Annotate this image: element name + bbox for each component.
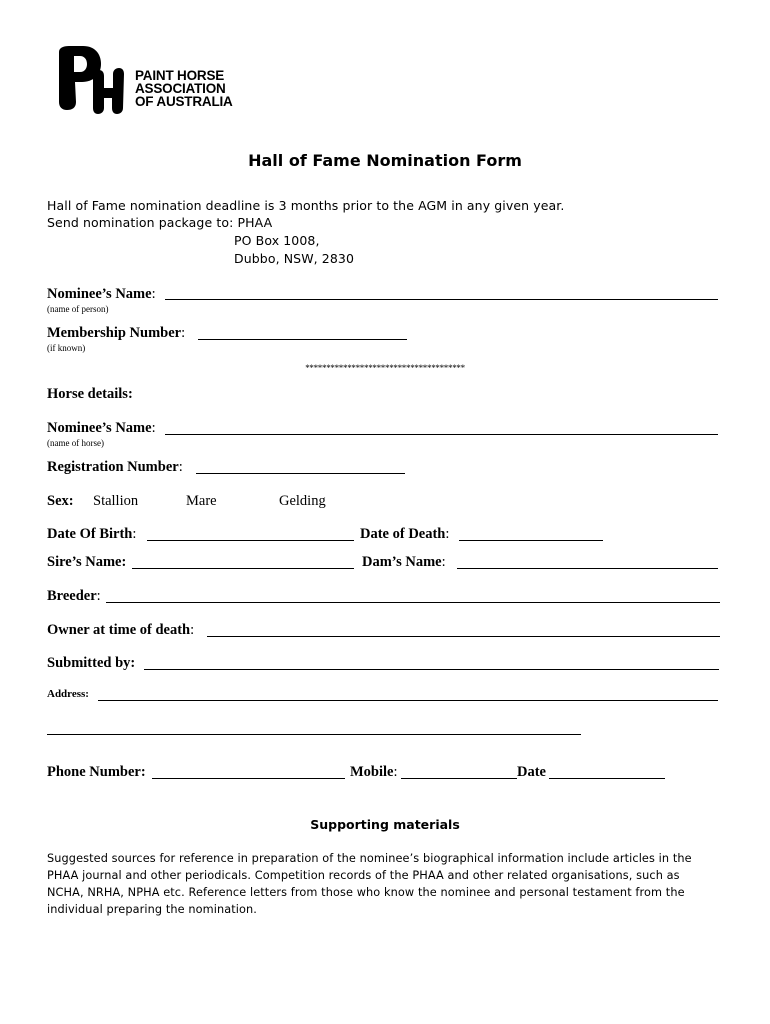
membership-note: (if known) xyxy=(47,343,86,353)
sire-field[interactable] xyxy=(132,568,354,569)
registration-field[interactable] xyxy=(196,473,405,474)
phone-field[interactable] xyxy=(152,778,345,779)
send-to-text: Send nomination package to: PHAA xyxy=(47,215,273,230)
owner-label: Owner at time of death: xyxy=(47,622,195,638)
breeder-label: Breeder: xyxy=(47,588,101,604)
membership-field[interactable] xyxy=(198,339,407,340)
page-title: Hall of Fame Nomination Form xyxy=(248,151,522,170)
dob-label: Date Of Birth: xyxy=(47,526,137,542)
mobile-label: Mobile: xyxy=(350,764,398,780)
person-name-label: Nominee’s Name: xyxy=(47,286,156,302)
sex-label: Sex: xyxy=(47,493,74,509)
sire-label: Sire’s Name: xyxy=(47,554,127,570)
logo-line-3: OF AUSTRALIA xyxy=(135,94,233,109)
supporting-line-1: Suggested sources for reference in preparation of the nominee’s biographical information include articles in the xyxy=(47,852,692,865)
supporting-line-3: NCHA, NRHA, NPHA etc. Reference letters from those who know the nominee and personal testament from the xyxy=(47,886,685,899)
person-name-field[interactable] xyxy=(165,299,718,300)
person-name-note: (name of person) xyxy=(47,304,109,314)
submitted-by-field[interactable] xyxy=(144,669,719,670)
submitted-by-label: Submitted by: xyxy=(47,655,136,671)
address-field[interactable] xyxy=(98,700,718,701)
deadline-text: Hall of Fame nomination deadline is 3 months prior to the AGM in any given year. xyxy=(47,198,565,213)
sex-option-gelding[interactable]: Gelding xyxy=(279,493,326,509)
ph-monogram-icon xyxy=(55,46,125,114)
horse-name-field[interactable] xyxy=(165,434,718,435)
logo-line-1: PAINT HORSE xyxy=(135,68,225,83)
horse-name-note: (name of horse) xyxy=(47,438,104,448)
date-label: Date xyxy=(517,764,546,780)
supporting-text xyxy=(47,850,692,918)
dob-field[interactable] xyxy=(147,540,354,541)
breeder-field[interactable] xyxy=(106,602,720,603)
horse-name-label: Nominee’s Name: xyxy=(47,420,156,436)
supporting-line-4: individual preparing the nomination. xyxy=(47,903,257,916)
separator-stars: ************************************** xyxy=(305,363,465,373)
phaa-logo xyxy=(55,46,255,116)
membership-label: Membership Number: xyxy=(47,325,186,341)
logo-line-2: ASSOCIATION xyxy=(135,81,226,96)
sex-option-mare[interactable]: Mare xyxy=(186,493,217,509)
address-line-2: Dubbo, NSW, 2830 xyxy=(234,251,355,266)
dam-field[interactable] xyxy=(457,568,718,569)
sex-option-stallion[interactable]: Stallion xyxy=(93,493,139,509)
dam-label: Dam’s Name: xyxy=(362,554,446,570)
date-field[interactable] xyxy=(549,778,665,779)
dod-label: Date of Death: xyxy=(360,526,450,542)
owner-field[interactable] xyxy=(207,636,720,637)
dod-field[interactable] xyxy=(459,540,603,541)
address-field-2[interactable] xyxy=(47,734,581,735)
supporting-line-2: PHAA journal and other periodicals. Competition records of the PHAA and other related organisations, such as xyxy=(47,869,680,882)
horse-details-heading: Horse details: xyxy=(47,386,133,402)
address-line-1: PO Box 1008, xyxy=(234,233,320,248)
address-label: Address: xyxy=(47,688,89,700)
phone-label: Phone Number: xyxy=(47,764,146,780)
registration-label: Registration Number: xyxy=(47,459,183,475)
supporting-heading: Supporting materials xyxy=(310,817,460,832)
mobile-field[interactable] xyxy=(401,778,517,779)
